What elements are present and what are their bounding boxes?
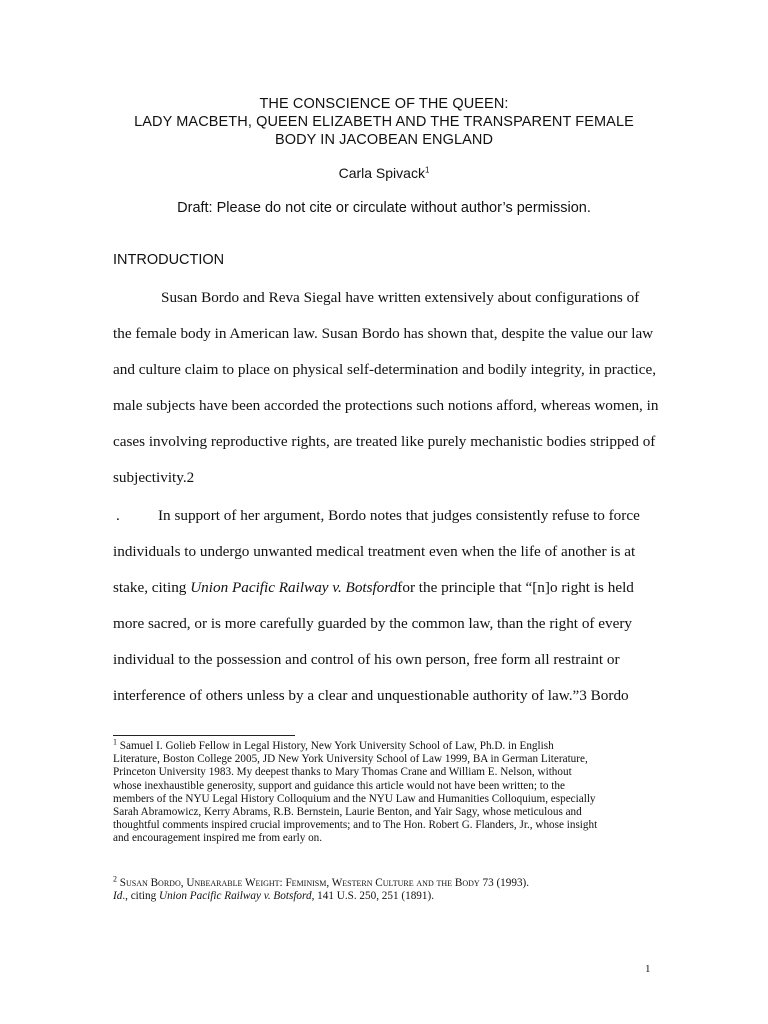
body-line: In support of her argument, Bordo notes that judges consistently refuse to force	[158, 507, 640, 524]
footnote-line: Sarah Abramowicz, Kerry Abrams, R.B. Bernstein, Laurie Benton, and Yair Sagy, whose meticulous and	[113, 806, 582, 819]
footnote-line	[113, 874, 658, 890]
body-line: more sacred, or is more carefully guarded by the common law, than the right of every	[113, 615, 632, 632]
footnote-line	[113, 890, 658, 903]
body-text: stake, citing	[113, 579, 191, 596]
author-name: Carla Spivack	[338, 165, 425, 181]
body-line: interference of others unless by a clear and unquestionable authority of law.”3 Bordo	[113, 687, 629, 704]
section-heading-introduction: INTRODUCTION	[113, 252, 225, 268]
footnote-mark: 1	[113, 737, 117, 747]
footnote-separator	[113, 735, 295, 736]
footnote-line: members of the NYU Legal History Colloquium and the NYU Law and Humanities Colloquium, especially	[113, 792, 596, 805]
footnote-text: ., citing	[122, 890, 159, 903]
book-title: Susan Bordo, Unbearable Weight: Feminism, Western Culture and the Body	[117, 877, 480, 889]
body-line: and culture claim to place on physical self-determination and bodily integrity, in practice,	[113, 361, 657, 378]
footnote-line: whose inexhaustible generosity, support and guidance this article would not have been written; to the	[113, 779, 565, 792]
id-citation: Id	[113, 890, 123, 903]
body-line: cases involving reproductive rights, are treated like purely mechanistic bodies stripped of	[113, 433, 656, 450]
footnote-2	[113, 874, 658, 903]
footnote-mark: 2	[113, 874, 117, 884]
body-line: individual to the possession and control of his own person, free form all restraint or	[113, 651, 620, 668]
footnote-text: Samuel I. Golieb Fellow in Legal History, New York University School of Law, Ph.D. in English	[117, 740, 554, 752]
body-line: the female body in American law. Susan Bordo has shown that, despite the value our law	[113, 325, 654, 342]
body-text: for the principle that “[n]o right is held	[397, 579, 634, 596]
paper-title	[0, 95, 768, 149]
footnote-line: and encouragement inspired me from early on.	[113, 832, 323, 845]
case-citation: Union Pacific Railway v. Botsford	[190, 579, 398, 596]
body-line: Susan Bordo and Reva Siegal have written extensively about configurations of	[161, 289, 640, 306]
footnote-line: Princeton University 1983. My deepest thanks to Mary Thomas Crane and William E. Nelson, without	[113, 766, 572, 779]
body-line: individuals to undergo unwanted medical treatment even when the life of another is at	[113, 543, 636, 560]
case-citation: Union Pacific Railway v. Botsford	[159, 890, 312, 903]
author-footnote-mark: 1	[424, 165, 430, 175]
footnote-line: thoughtful comments inspired crucial improvements; and to The Hon. Robert G. Flanders, Jr., whose insight	[113, 819, 598, 832]
footnote-1	[113, 737, 658, 846]
stray-period: .	[116, 507, 120, 524]
author-line	[0, 165, 768, 181]
body-line: male subjects have been accorded the protections such notions afford, whereas women, in	[113, 397, 659, 414]
footnote-text: , 141 U.S. 250, 251 (1891).	[311, 890, 435, 903]
body-line-with-case	[113, 579, 634, 597]
page-number: 1	[645, 963, 651, 975]
footnote-line: Literature, Boston College 2005, JD New York University School of Law 1999, BA in German Literature,	[113, 753, 588, 766]
footnote-line	[113, 737, 658, 753]
title-line-1: THE CONSCIENCE OF THE QUEEN:	[259, 96, 509, 112]
footnote-text: 73 (1993).	[479, 877, 530, 889]
title-line-3: BODY IN JACOBEAN ENGLAND	[274, 132, 494, 148]
draft-notice: Draft: Please do not cite or circulate without author’s permission.	[177, 200, 591, 216]
title-line-2: LADY MACBETH, QUEEN ELIZABETH AND THE TRANSPARENT FEMALE	[134, 114, 634, 130]
body-line: subjectivity.2	[113, 469, 195, 486]
